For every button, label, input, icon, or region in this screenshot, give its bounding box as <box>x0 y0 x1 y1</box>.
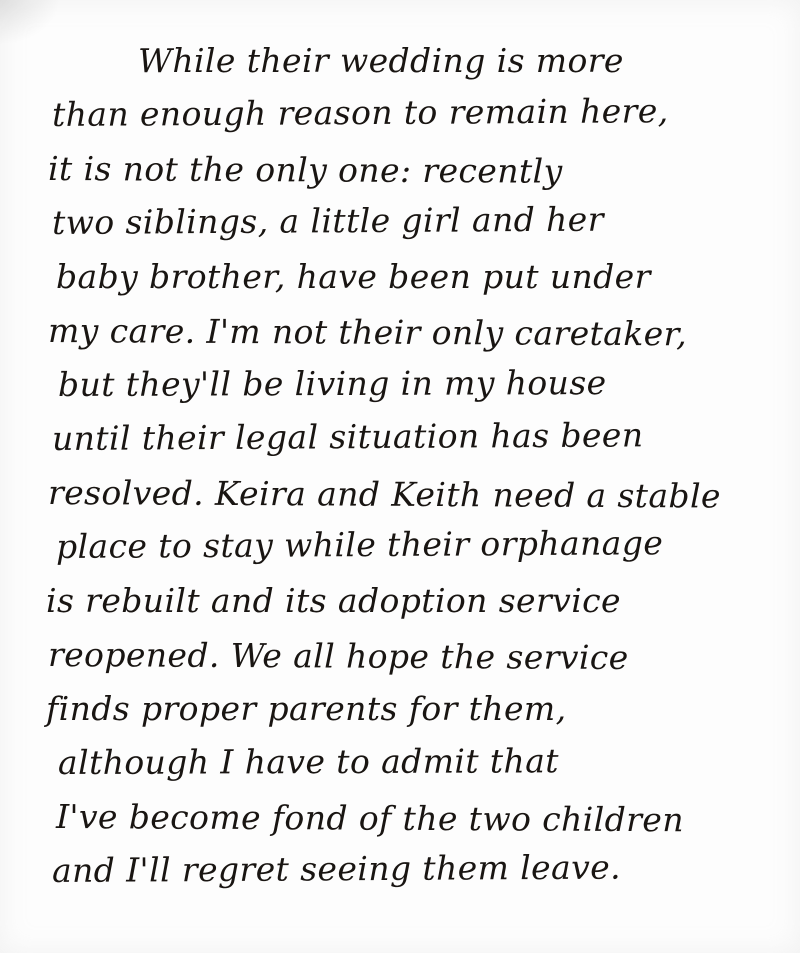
letter-line: my care. I'm not their only caretaker, <box>47 311 688 354</box>
letter-line: resolved. Keira and Keith need a stable <box>47 473 722 516</box>
letter-line: I've become fond of the two children <box>55 797 685 840</box>
letter-line: until their legal situation has been <box>51 415 644 458</box>
handwritten-letter <box>46 34 760 898</box>
letter-line: although I have to admit that <box>57 741 559 782</box>
letter-line: it is not the only one: recently <box>47 149 563 191</box>
letter-line: and I'll regret seeing them leave. <box>51 847 622 890</box>
letter-line: place to stay while their orphanage <box>55 523 664 566</box>
letter-line: than enough reason to remain here, <box>51 91 669 134</box>
letter-line: is rebuilt and its adoption service <box>46 581 621 620</box>
letter-line: reopened. We all hope the service <box>47 635 629 678</box>
letter-line: While their wedding is more <box>138 41 624 80</box>
letter-line: baby brother, have been put under <box>56 257 651 296</box>
letter-line: but they'll be living in my house <box>57 363 607 404</box>
letter-line: finds proper parents for them, <box>46 689 567 728</box>
letter-line: two siblings, a little girl and her <box>51 199 604 242</box>
